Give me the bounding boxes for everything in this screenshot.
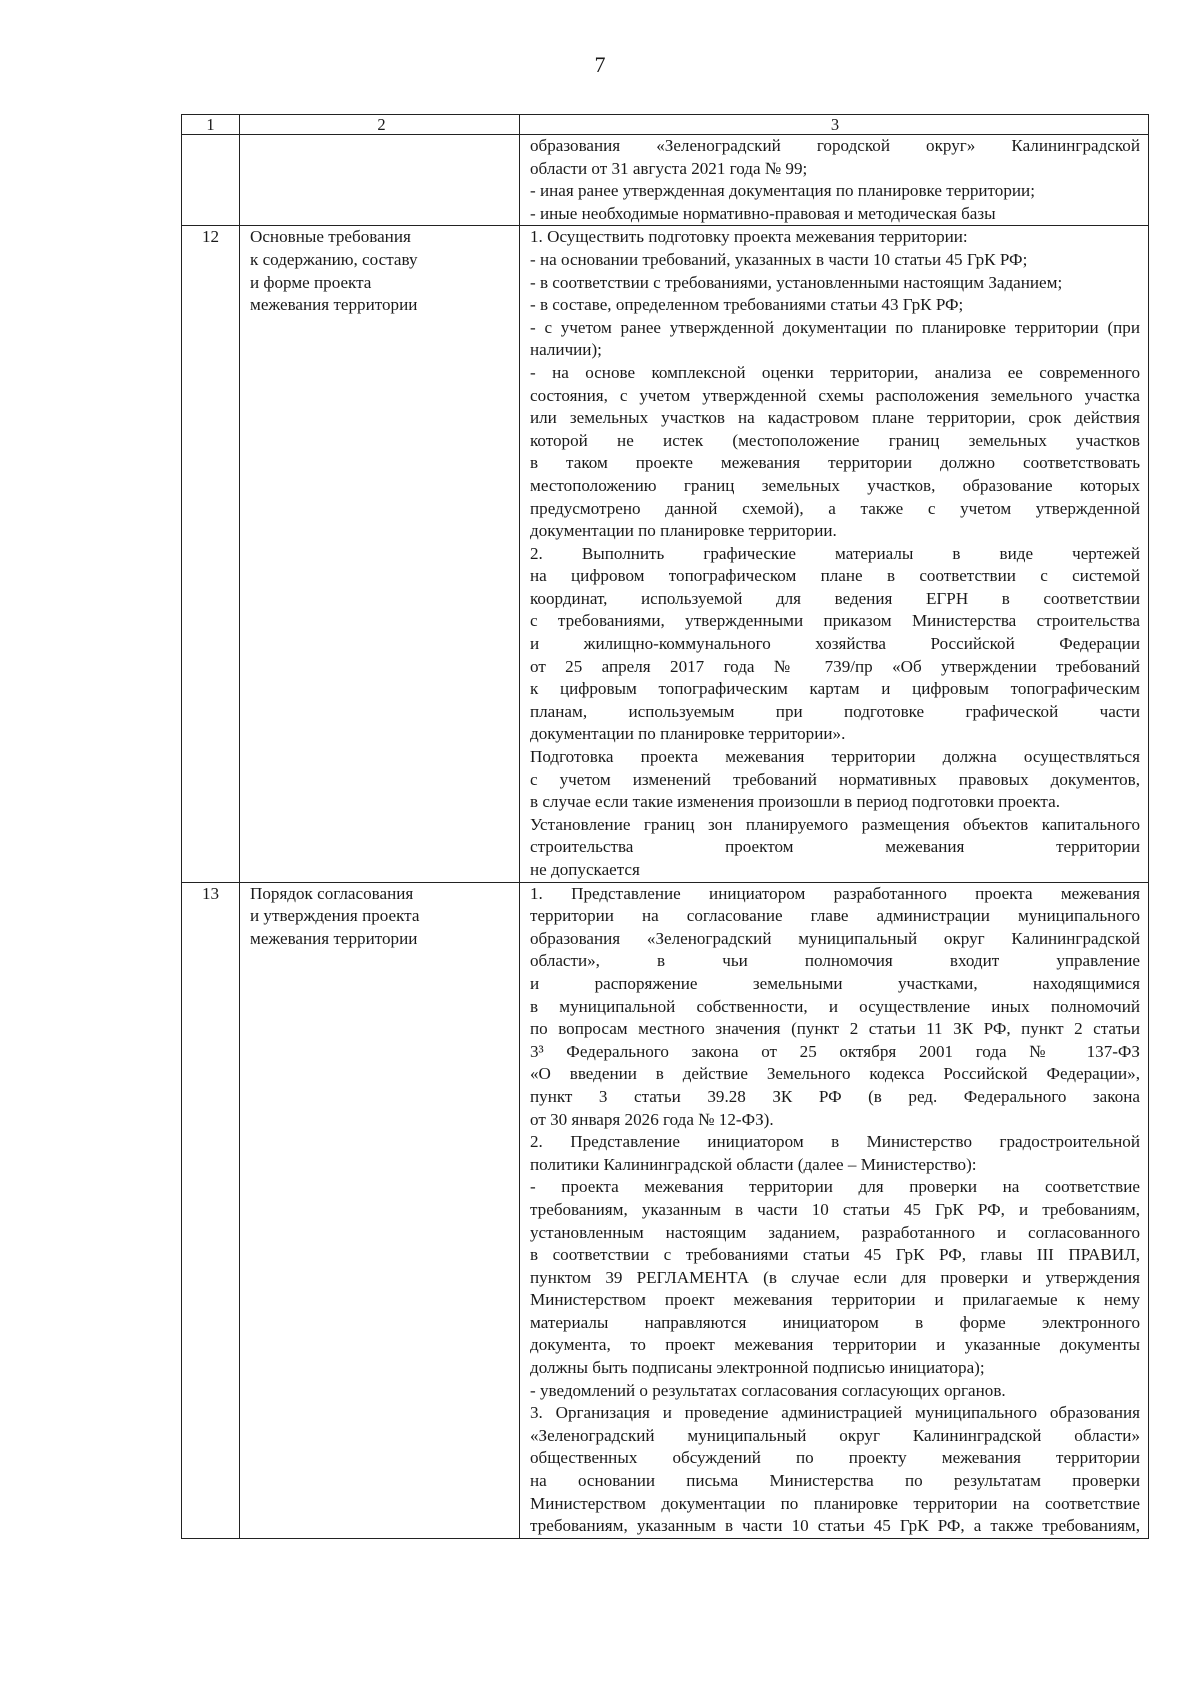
row-content-text-line: или земельных участков на кадастровом плане территории, срок действия bbox=[530, 408, 1140, 428]
header-col-3: 3 bbox=[520, 115, 1149, 135]
row-content-text-line: пунктом 39 РЕГЛАМЕНТА (в случае если для проверки и утверждения bbox=[530, 1267, 1140, 1287]
row-content-text-line: 2. Представление инициатором в Министерство градостроительной bbox=[530, 1132, 1140, 1152]
table-header-row bbox=[182, 115, 1149, 135]
row-content-text-line: Министерством документации по планировке территории на соответствие bbox=[530, 1493, 1140, 1513]
row-content-text-line: «О введении в действие Земельного кодекса Российской Федерации», bbox=[530, 1064, 1140, 1084]
row-content-text-line: территории на согласование главе администрации муниципального bbox=[530, 906, 1140, 926]
row-content-text-line: пункт 3 статьи 39.28 ЗК РФ (в ред. Федерального закона bbox=[530, 1086, 1140, 1106]
continuation-text-line: области от 31 августа 2021 года № 99; bbox=[530, 158, 808, 178]
row-content-text-line: 1. Представление инициатором разработанного проекта межевания bbox=[530, 883, 1140, 903]
row-content-text-line: планам, используемым при подготовке графической части bbox=[530, 701, 1140, 721]
table-row-13 bbox=[182, 882, 1149, 1538]
row-content-text-line: - с учетом ранее утвержденной документации по планировке территории (при bbox=[530, 317, 1140, 337]
row-number-12: 12 bbox=[182, 226, 240, 882]
row-content-text-line: документации по планировке территории». bbox=[530, 724, 846, 744]
row-content-text-line: Подготовка проекта межевания территории должна осуществляться bbox=[530, 747, 1140, 767]
row-content-text-line: в случае если такие изменения произошли в период подготовки проекта. bbox=[530, 792, 1060, 812]
row-content-text-line: и распоряжение земельными участками, находящимися bbox=[530, 973, 1140, 993]
row-content-text-line: 3. Организация и проведение администрацией муниципального образования bbox=[530, 1403, 1140, 1423]
row-content-text-line: «Зеленоградский муниципальный округ Калининградской области» bbox=[530, 1425, 1140, 1445]
row-content-text-line: - в соответствии с требованиями, установленными настоящим Заданием; bbox=[530, 272, 1063, 292]
continuation-text-line: - иная ранее утвержденная документация по планировке территории; bbox=[530, 181, 1035, 201]
row-content-text-line: - уведомлений о результатах согласования согласующих органов. bbox=[530, 1380, 1006, 1400]
row-title-13 bbox=[240, 882, 520, 1538]
row-content-text-line: предусмотрено данной схемой), а также с учетом утвержденной bbox=[530, 498, 1140, 518]
row-content-text-line: состояния, с учетом утвержденной схемы расположения земельного участка bbox=[530, 385, 1140, 405]
row-content-text-line: в таком проекте межевания территории должно соответствовать bbox=[530, 453, 1140, 473]
row-content-text-line: которой не истек (местоположение границ земельных участков bbox=[530, 430, 1140, 450]
continuation-text-line: - иные необходимые нормативно-правовая и методическая базы bbox=[530, 203, 996, 223]
row-content-text-line: местоположению границ земельных участков, образование которых bbox=[530, 475, 1140, 495]
row-content-text-line: Установление границ зон планируемого размещения объектов капитального bbox=[530, 814, 1140, 834]
row-title-line: к содержанию, составу bbox=[250, 249, 418, 269]
row-content-text-line: должны быть подписаны электронной подписью инициатора); bbox=[530, 1358, 985, 1378]
row-content-text-line: установленным настоящим заданием, разработанного и согласованного bbox=[530, 1222, 1140, 1242]
row-number-13: 13 bbox=[182, 882, 240, 1538]
row-content-text-line: по вопросам местного значения (пункт 2 статьи 11 ЗК РФ, пункт 2 статьи bbox=[530, 1019, 1140, 1039]
row-number-cell bbox=[182, 135, 240, 226]
row-content-text-line: материалы направляются инициатором в форме электронного bbox=[530, 1312, 1140, 1332]
row-content-text-line: документации по планировке территории. bbox=[530, 521, 837, 541]
row-content-12 bbox=[520, 226, 1149, 882]
row-content-text-line: области», в чьи полномочия входит управление bbox=[530, 951, 1140, 971]
row-content-cell bbox=[520, 135, 1149, 226]
row-content-text-line: - в составе, определенном требованиями статьи 43 ГрК РФ; bbox=[530, 295, 964, 315]
row-content-text-line: - на основании требований, указанных в части 10 статьи 45 ГрК РФ; bbox=[530, 249, 1028, 269]
row-content-text-line: строительства проектом межевания территории bbox=[530, 837, 1140, 857]
row-content-text-line: общественных обсуждений по проекту межевания территории bbox=[530, 1448, 1140, 1468]
header-col-1: 1 bbox=[182, 115, 240, 135]
row-content-text-line: от 25 апреля 2017 года № 739/пр «Об утверждении требований bbox=[530, 656, 1140, 676]
row-content-text-line: от 30 января 2026 года № 12-ФЗ). bbox=[530, 1109, 774, 1129]
row-content-text-line: на основании письма Министерства по результатам проверки bbox=[530, 1471, 1140, 1491]
row-content-text-line: образования «Зеленоградский муниципальный округ Калининградской bbox=[530, 928, 1140, 948]
row-content-13 bbox=[520, 882, 1149, 1538]
page-number: 7 bbox=[594, 52, 606, 77]
row-content-text-line: документа, то проект межевания территории и указанные документы bbox=[530, 1335, 1140, 1355]
row-title-line: межевания территории bbox=[250, 928, 418, 948]
row-content-text-line: требованиям, указанным в части 10 статьи 45 ГрК РФ, а также требованиям, bbox=[530, 1516, 1140, 1536]
row-title-line: и форме проекта bbox=[250, 272, 372, 292]
row-content-text-line: с требованиями, утвержденными приказом Министерства строительства bbox=[530, 611, 1140, 631]
row-content-text-line: в муниципальной собственности, и осуществление иных полномочий bbox=[530, 996, 1140, 1016]
header-col-2: 2 bbox=[240, 115, 520, 135]
row-title-line: Основные требования bbox=[250, 227, 411, 247]
row-content-text-line: - проекта межевания территории для проверки на соответствие bbox=[530, 1177, 1140, 1197]
row-content-text-line: не допускается bbox=[530, 860, 640, 879]
table-row-continuation bbox=[182, 135, 1149, 226]
row-title-line: и утверждения проекта bbox=[250, 906, 420, 926]
row-title-12 bbox=[240, 226, 520, 882]
row-content-text-line: с учетом изменений требований нормативных правовых документов, bbox=[530, 769, 1140, 789]
row-content-text-line: - на основе комплексной оценки территории, анализа ее современного bbox=[530, 362, 1140, 382]
row-content-text-line: к цифровым топографическим картам и цифровым топографическим bbox=[530, 679, 1140, 699]
requirements-table bbox=[181, 114, 1149, 1539]
row-title-cell bbox=[240, 135, 520, 226]
row-content-text-line: 3³ Федерального закона от 25 октября 2001 года № 137-ФЗ bbox=[530, 1041, 1140, 1061]
row-content-text-line: координат, используемой для ведения ЕГРН в соответствии bbox=[530, 588, 1140, 608]
row-content-text-line: в соответствии с требованиями статьи 45 ГрК РФ, главы III ПРАВИЛ, bbox=[530, 1245, 1140, 1265]
row-content-text-line: на цифровом топографическом плане в соответствии с системой bbox=[530, 566, 1140, 586]
row-content-text-line: политики Калининградской области (далее – Министерство): bbox=[530, 1154, 977, 1174]
row-content-text-line: Министерством проект межевания территории и прилагаемые к нему bbox=[530, 1290, 1140, 1310]
table-row-12 bbox=[182, 226, 1149, 882]
row-content-text-line: 1. Осуществить подготовку проекта межевания территории: bbox=[530, 227, 968, 247]
row-content-text-line: наличии); bbox=[530, 340, 602, 360]
row-content-text-line: требованиям, указанным в части 10 статьи 45 ГрК РФ, и требованиям, bbox=[530, 1199, 1140, 1219]
continuation-text-line: образования «Зеленоградский городской округ» Калининградской bbox=[530, 136, 1140, 155]
row-content-text-line: и жилищно-коммунального хозяйства Российской Федерации bbox=[530, 634, 1140, 654]
row-title-line: межевания территории bbox=[250, 295, 418, 315]
row-title-line: Порядок согласования bbox=[250, 883, 414, 903]
row-content-text-line: 2. Выполнить графические материалы в виде чертежей bbox=[530, 543, 1140, 563]
